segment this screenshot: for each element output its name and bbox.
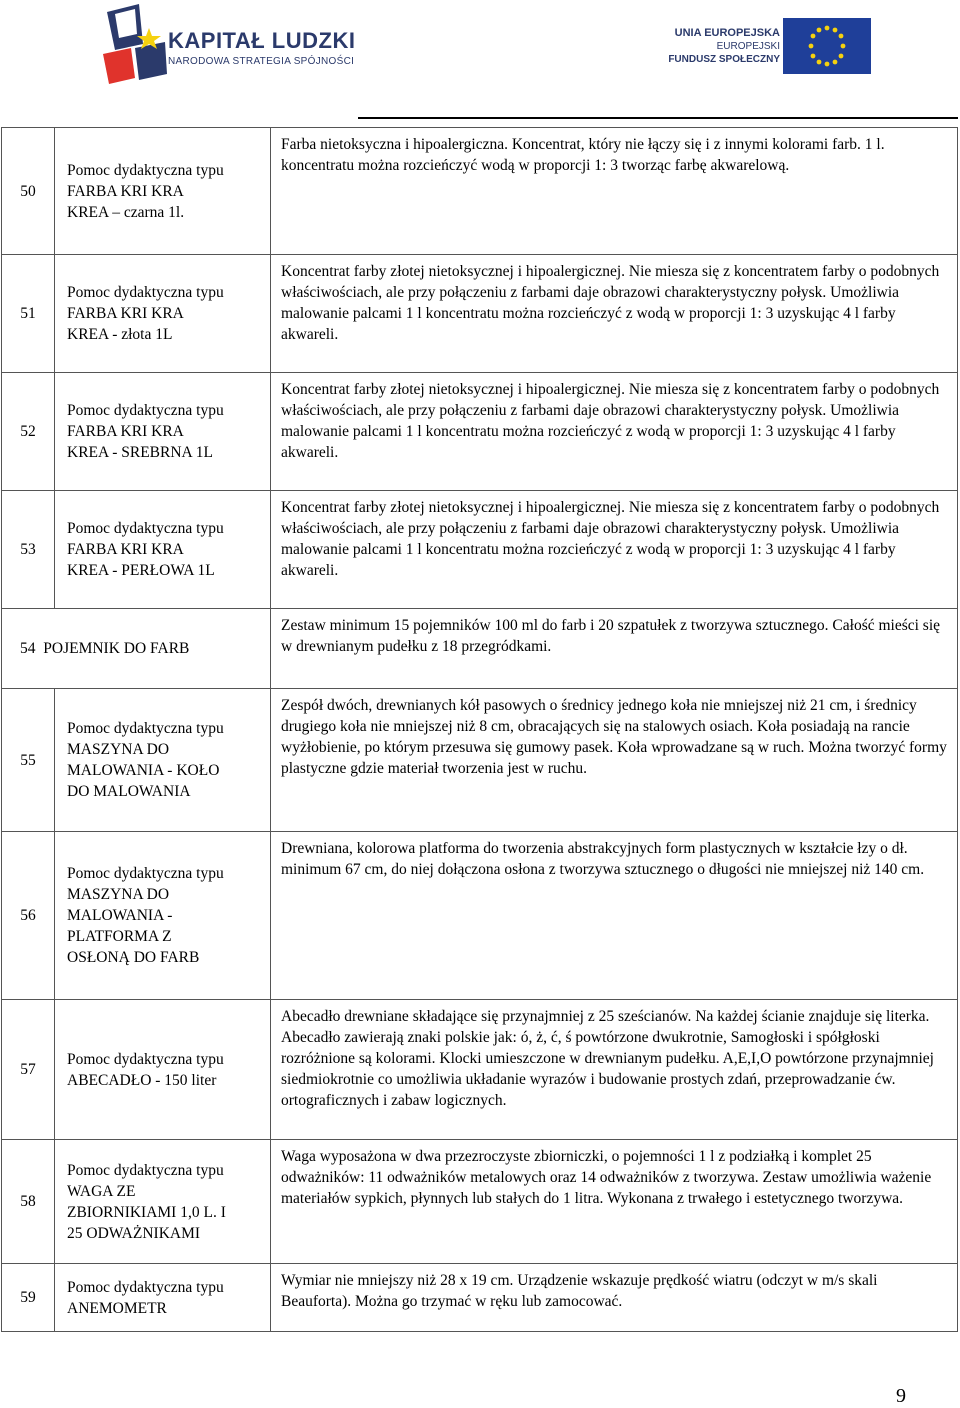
item-description: Zespół dwóch, drewnianych kół pasowych o średnicy jednego koła nie mniejszej niż 21 cm, i średnicy drugiego koła nie mniejszej niż 8 cm, obracających się na stalowych osiach. Koła posiadają na rancie wyżłobienie, po którym przesuwa się gumowy pasek. Koła wprowadzane są w ruch. Można tworzyć formy plastyczne gdzie materiał tworzenia jest w ruchu. [271,689,958,832]
kl-subtitle: NARODOWA STRATEGIA SPÓJNOŚCI [168,56,355,67]
row-number: 58 [2,1140,55,1264]
table-row [2,689,958,832]
table-row [2,1264,958,1332]
item-name: Pomoc dydaktyczna typu WAGA ZE ZBIORNIKIAMI 1,0 L. I 25 ODWAŻNIKAMI [67,1161,226,1242]
item-description: Koncentrat farby złotej nietoksycznej i hipoalergicznej. Nie miesza się z koncentratem farby o podobnych właściwościach, ale przy połączeniu z farbami daje obrazowi charakterystyczny połysk. Umożliwia malowanie palcami 1 l koncentratu można rozcieńczyć z wodą w proporcji 1: 3 uzyskując 4 l farby akwareli. [271,373,958,491]
kl-title: KAPITAŁ LUDZKI [168,28,356,53]
eu-line3: FUNDUSZ SPOŁECZNY [668,54,780,65]
item-description: Abecadło drewniane składające się przynajmniej z 25 sześcianów. Na każdej ścianie znajduje się literka. Abecadło zawierają znaki polskie jak: ó, ż, ć, ś powtórzone dwukrotnie, Samogłoski i spółgłoski rozróżnione są kolorami. Klocki umieszczone w drewnianym pudełku. A,E,I,O powtórzone przynajmniej siedmiokrotnie co umożliwia układanie wyrazów i budowanie prostych zdań, przeprowadzanie ćw. ortograficznych i zabaw logicznych. [271,1000,958,1140]
row-number: 56 [2,832,55,1000]
item-name: Pomoc dydaktyczna typu ABECADŁO - 150 liter [67,1050,224,1089]
item-name: Pomoc dydaktyczna typu FARBA KRI KRA KREA - złota 1L [67,284,224,343]
item-description: Waga wyposażona w dwa przezroczyste zbiorniczki, o pojemności 1 l z podziałką i komplet 25 odważników: 11 odważników metalowych oraz 14 odważników z tworzywa. Zestaw umożliwia ważenie materiałów sypkich, płynnych lub stałych do 1 litra. Wykonana z trwałego i estetycznego tworzywa. [271,1140,958,1264]
specification-table [1,127,958,1332]
item-name: Pomoc dydaktyczna typu MASZYNA DO MALOWANIA - KOŁO DO MALOWANIA [67,720,224,800]
row-number: 54 [20,640,36,657]
item-description: Wymiar nie mniejszy niż 28 x 19 cm. Urządzenie wskazuje prędkość wiatru (odczyt w m/s skali Beauforta). Można go trzymać w ręku lub zamocować. [271,1264,958,1332]
page-header [0,0,960,120]
row-number: 50 [2,128,55,255]
row-number: 52 [2,373,55,491]
item-name: POJEMNIK DO FARB [43,640,190,657]
item-description: Zestaw minimum 15 pojemników 100 ml do farb i 20 szpatułek z tworzywa sztucznego. Całość mieści się w drewnianym pudełku z 18 przegródkami. [271,609,958,689]
header-divider [358,117,958,119]
item-name: Pomoc dydaktyczna typu MASZYNA DO MALOWANIA - PLATFORMA Z OSŁONĄ DO FARB [67,865,224,966]
item-description: Farba nietoksyczna i hipoalergiczna. Koncentrat, który nie łączy się i z innymi kolorami farb. 1 l. koncentratu można rozcieńczyć wodą w proporcji 1: 3 tworząc farbę akwarelową. [271,128,958,255]
item-name: Pomoc dydaktyczna typu FARBA KRI KRA KREA – czarna 1l. [67,161,224,221]
table-row [2,1000,958,1140]
eu-text-block [668,27,780,66]
eu-line2: EUROPEJSKI [716,41,780,52]
table-row [2,832,958,1000]
row-number: 53 [2,491,55,609]
row-number: 51 [2,255,55,373]
row-number: 55 [2,689,55,832]
item-name: Pomoc dydaktyczna typu FARBA KRI KRA KREA - SREBRNA 1L [67,402,224,461]
item-name: Pomoc dydaktyczna typu FARBA KRI KRA KREA - PERŁOWA 1L [67,520,224,579]
item-name: Pomoc dydaktyczna typu ANEMOMETR [67,1278,224,1317]
row-number: 57 [2,1000,55,1140]
table-row [2,255,958,373]
table-row [2,128,958,255]
eu-flag-icon [783,18,871,74]
item-description: Koncentrat farby złotej nietoksycznej i hipoalergicznej. Nie miesza się z koncentratem farby o podobnych właściwościach, ale przy połączeniu z farbami daje obrazowi charakterystyczny połysk. Umożliwia malowanie palcami 1 l koncentratu można rozcieńczyć z wodą w proporcji 1: 3 uzyskując 4 l farby akwareli. [271,255,958,373]
eu-line1: UNIA EUROPEJSKA [674,27,780,39]
table-row [2,609,958,689]
table-row [2,491,958,609]
row-number: 59 [2,1264,55,1332]
table-row [2,373,958,491]
item-description: Drewniana, kolorowa platforma do tworzenia abstrakcyjnych form plastycznych w kształcie łzy o dł. minimum 67 cm, do niej dołączona osłona z tworzywa sztucznego o długości nie mniejszej niż 140 cm. [271,832,958,1000]
item-description: Koncentrat farby złotej nietoksycznej i hipoalergicznej. Nie miesza się z koncentratem farby o podobnych właściwościach, ale przy połączeniu z farbami daje obrazowi charakterystyczny połysk. Umożliwia malowanie palcami 1 l koncentratu można rozcieńczyć z wodą w proporcji 1: 3 uzyskując 4 l farby akwareli. [271,491,958,609]
page-number: 9 [896,1385,906,1407]
item-name-combined [2,609,271,689]
table-row [2,1140,958,1264]
